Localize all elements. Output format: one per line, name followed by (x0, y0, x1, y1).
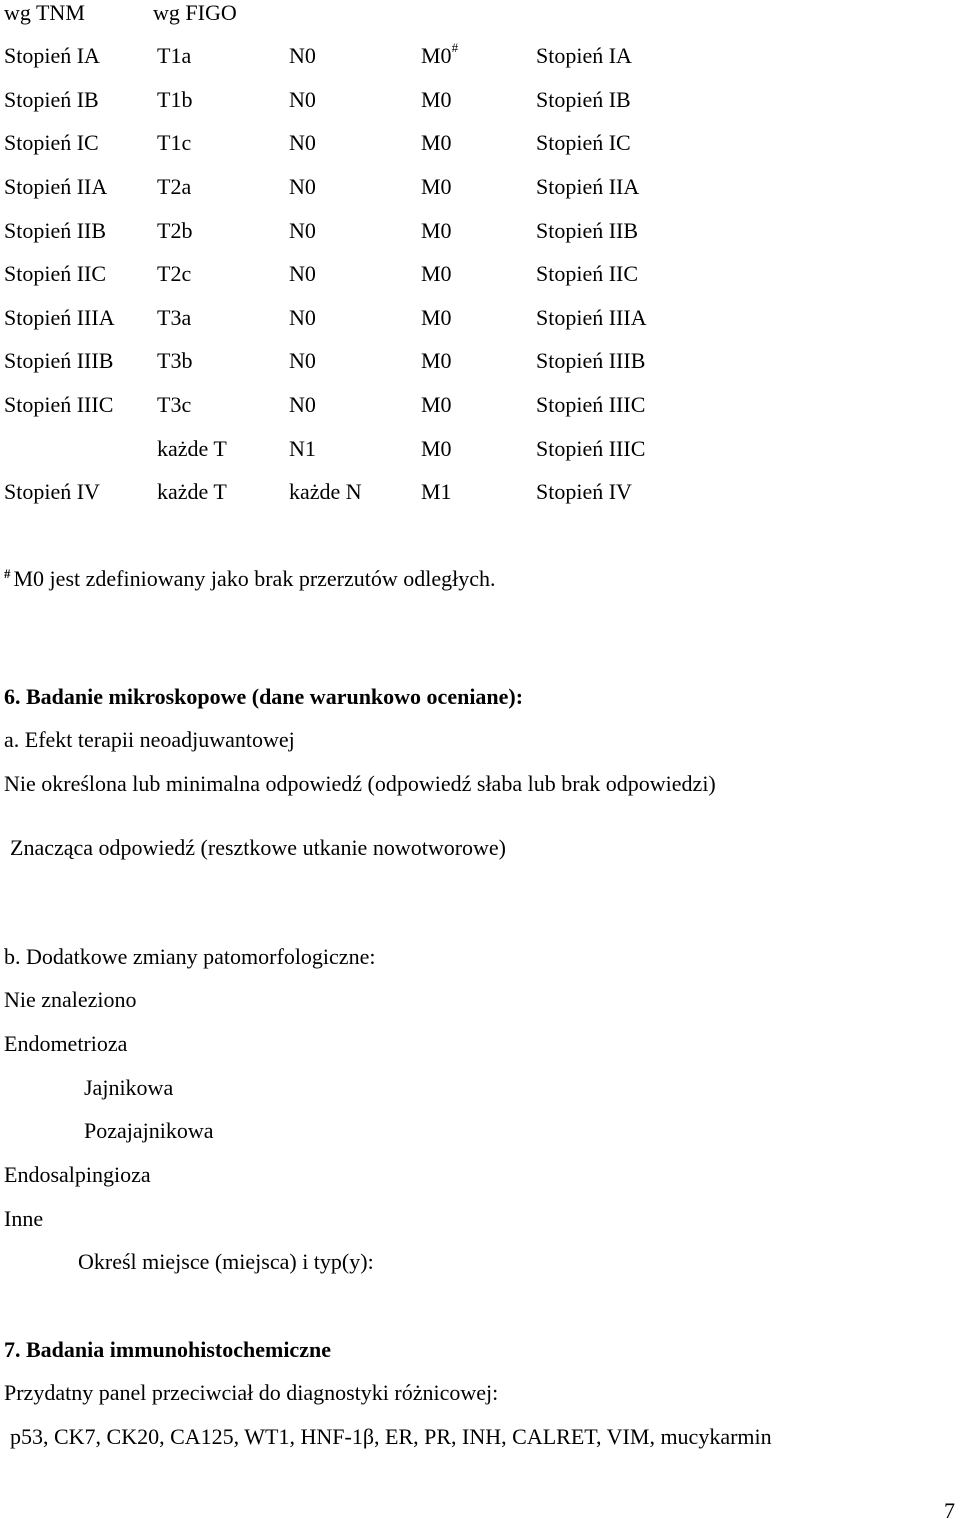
stage-cell: Stopień IIA (4, 174, 108, 199)
m-cell: M0 (421, 87, 452, 112)
footnote-marker: # (4, 566, 11, 581)
n-cell: N1 (289, 436, 316, 461)
stage-cell: Stopień IB (4, 87, 99, 112)
column-header-tnm: wg TNM (4, 0, 85, 25)
subsection-b-title: b. Dodatkowe zmiany patomorfologiczne: (4, 944, 376, 969)
figo-cell: Stopień IIA (536, 174, 640, 199)
list-item: Inne (4, 1206, 44, 1231)
stage-cell: Stopień IIIC (4, 392, 114, 417)
m-cell: M0 (421, 305, 452, 330)
t-cell: każde T (157, 479, 227, 504)
figo-cell: Stopień IIIB (536, 348, 646, 373)
option-significant-response: Znacząca odpowiedź (resztkowe utkanie nowotworowe) (10, 835, 507, 860)
stage-cell: Stopień IC (4, 130, 99, 155)
t-cell: T1a (157, 43, 192, 68)
m-cell: M0 (421, 348, 452, 373)
figo-cell: Stopień IIC (536, 261, 639, 286)
n-cell: każde N (289, 479, 362, 504)
stage-cell: Stopień IIC (4, 261, 107, 286)
stage-cell: Stopień IIIA (4, 305, 115, 330)
figo-cell: Stopień IIIC (536, 392, 646, 417)
page-number: 7 (944, 1498, 955, 1523)
section-7-heading: 7. Badania immunohistochemiczne (4, 1337, 331, 1362)
footnote-text: M0 jest zdefiniowany jako brak przerzutów odległych. (13, 566, 496, 591)
figo-cell: Stopień IV (536, 479, 632, 504)
m-cell: M0 (421, 218, 452, 243)
footnote-marker: # (451, 40, 459, 55)
section-6-heading: 6. Badanie mikroskopowe (dane warunkowo oceniane): (4, 684, 524, 709)
subsection-a-title: a. Efekt terapii neoadjuwantowej (4, 727, 295, 752)
figo-cell: Stopień IB (536, 87, 631, 112)
figo-cell: Stopień IIIA (536, 305, 647, 330)
column-header-figo: wg FIGO (153, 0, 237, 25)
n-cell: N0 (289, 130, 316, 155)
t-cell: T2c (157, 261, 192, 286)
figo-cell: Stopień IA (536, 43, 632, 68)
n-cell: N0 (289, 43, 316, 68)
t-cell: T1b (157, 87, 193, 112)
list-item: Określ miejsce (miejsca) i typ(y): (78, 1249, 374, 1274)
figo-cell: Stopień IIB (536, 218, 639, 243)
m-cell: M0 (421, 392, 452, 417)
n-cell: N0 (289, 305, 316, 330)
n-cell: N0 (289, 348, 316, 373)
stage-cell: Stopień IV (4, 479, 100, 504)
ihc-panel-intro: Przydatny panel przeciwciał do diagnostyki różnicowej: (4, 1380, 499, 1405)
t-cell: każde T (157, 436, 227, 461)
t-cell: T2a (157, 174, 192, 199)
stage-cell: Stopień IIB (4, 218, 107, 243)
stage-cell: Stopień IIIB (4, 348, 114, 373)
t-cell: T1c (157, 130, 192, 155)
list-item: Jajnikowa (84, 1075, 174, 1100)
list-item: Endometrioza (4, 1031, 128, 1056)
list-item: Endosalpingioza (4, 1162, 151, 1187)
ihc-marker-list: p53, CK7, CK20, CA125, WT1, HNF-1β, ER, PR, INH, CALRET, VIM, mucykarmin (10, 1424, 772, 1449)
n-cell: N0 (289, 392, 316, 417)
t-cell: T3a (157, 305, 192, 330)
table-footnote (4, 568, 496, 590)
list-item: Nie znaleziono (4, 987, 137, 1012)
m-cell: M0 (421, 436, 452, 461)
t-cell: T3c (157, 392, 192, 417)
list-item: Pozajajnikowa (84, 1118, 214, 1143)
option-minimal-response: Nie określona lub minimalna odpowiedź (odpowiedź słaba lub brak odpowiedzi) (4, 771, 716, 796)
m-cell: M0# (421, 40, 459, 68)
n-cell: N0 (289, 261, 316, 286)
m-cell: M1 (421, 479, 452, 504)
n-cell: N0 (289, 87, 316, 112)
m-cell: M0 (421, 130, 452, 155)
n-cell: N0 (289, 218, 316, 243)
m-cell: M0 (421, 261, 452, 286)
figo-cell: Stopień IIIC (536, 436, 646, 461)
stage-cell: Stopień IA (4, 43, 100, 68)
t-cell: T3b (157, 348, 193, 373)
t-cell: T2b (157, 218, 193, 243)
figo-cell: Stopień IC (536, 130, 631, 155)
m-cell: M0 (421, 174, 452, 199)
n-cell: N0 (289, 174, 316, 199)
